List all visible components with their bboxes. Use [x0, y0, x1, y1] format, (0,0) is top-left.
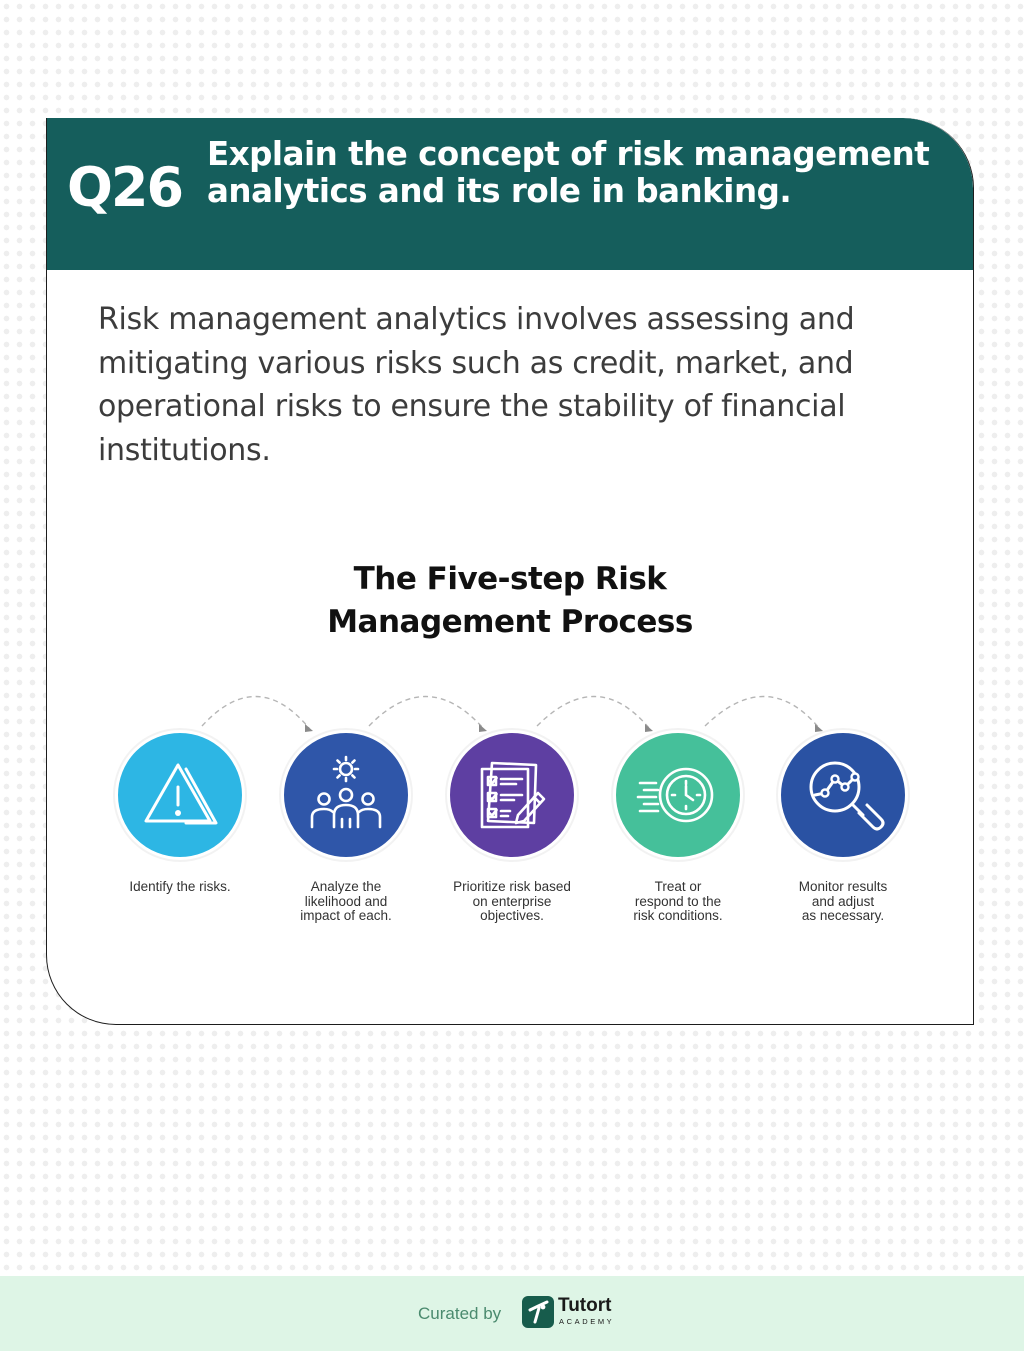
question-title: Explain the concept of risk management analytics and its role in banking.: [207, 135, 930, 210]
step-label: Monitor results and adjust as necessary.: [798, 879, 888, 923]
connector-arrow-4: [705, 696, 819, 728]
diagram-title-line1: The Five-step Risk: [353, 561, 667, 597]
step-circle: [281, 730, 411, 860]
step-monitor: [758, 730, 928, 924]
diagram-title: [47, 558, 973, 644]
team-gear-icon: [304, 753, 388, 837]
connector-arrow-3: [537, 696, 649, 728]
step-analyze: [261, 730, 431, 924]
step-circle: [613, 730, 743, 860]
step-treat: [593, 730, 763, 924]
checklist-icon: [470, 753, 554, 837]
footer: [0, 1276, 1024, 1351]
diagram-title-line2: Management Process: [327, 604, 693, 640]
step-circle: [115, 730, 245, 860]
brand-name: Tutort: [558, 1295, 612, 1316]
magnifier-chart-icon: [801, 753, 885, 837]
step-circle: [447, 730, 577, 860]
question-card: [46, 118, 974, 1025]
warning-icon: [138, 753, 222, 837]
question-number: Q26: [67, 156, 183, 219]
connector-arrow-1: [202, 696, 309, 728]
step-prioritize: [427, 730, 597, 924]
brand-subtitle: ACADEMY: [559, 1317, 615, 1326]
tutort-logo-icon: [522, 1296, 554, 1328]
step-label: Prioritize risk based on enterprise objectives.: [453, 879, 571, 923]
step-label: Analyze the likelihood and impact of each.: [300, 879, 392, 923]
curated-by-text: Curated by: [418, 1304, 502, 1323]
question-header: [47, 118, 973, 270]
step-label: Treat or respond to the risk conditions.: [633, 879, 723, 923]
step-identify: [95, 730, 265, 895]
answer-text: Risk management analytics involves assessing and mitigating various risks such as credit, market, and operational risks to ensure the stability of financial institutions.: [98, 302, 855, 468]
step-connectors: [47, 678, 974, 738]
connector-arrow-2: [369, 696, 483, 728]
step-label: Identify the risks.: [129, 879, 231, 894]
step-circle: [778, 730, 908, 860]
stopwatch-icon: [636, 753, 720, 837]
